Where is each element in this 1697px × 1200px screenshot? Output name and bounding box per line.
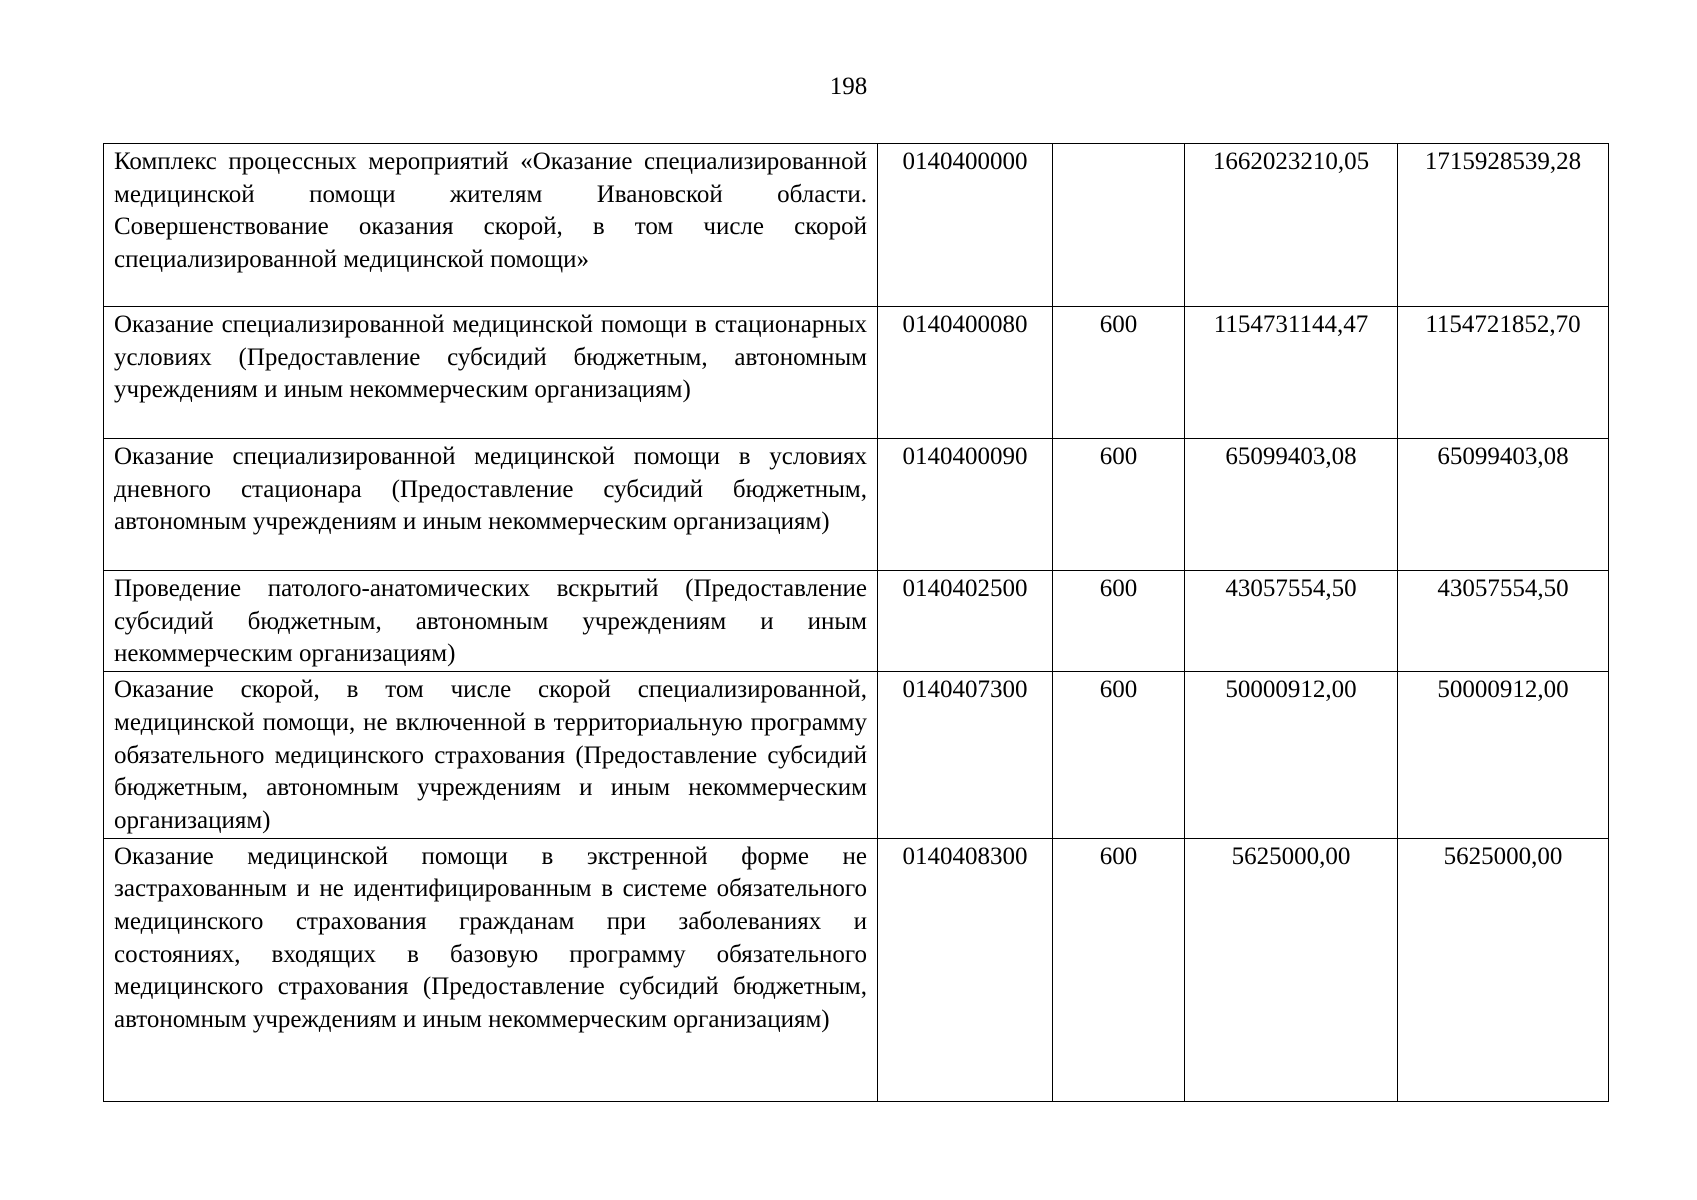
row-amount-1-cell: 1662023210,05: [1185, 144, 1398, 307]
row-code-cell: 0140400090: [878, 439, 1053, 571]
row-name-cell: Оказание скорой, в том числе скорой специализированной, медицинской помощи, не включенной в территориальную программу обязательного медицинского страхования (Предоставление субсидий бюджетным, автономным учреждениям и иным некоммерческим организациям): [104, 672, 878, 839]
row-code-cell: 0140407300: [878, 672, 1053, 839]
row-code-cell: 0140408300: [878, 838, 1053, 1101]
row-amount-1-cell: 50000912,00: [1185, 672, 1398, 839]
row-expense-type-cell: 600: [1053, 571, 1185, 672]
table-row: [104, 144, 1609, 307]
row-amount-2-cell: 1154721852,70: [1398, 307, 1609, 439]
row-name-cell: Проведение патолого-анатомических вскрытий (Предоставление субсидий бюджетным, автономным учреждениям и иным некоммерческим организациям): [104, 571, 878, 672]
row-expense-type-cell: [1053, 144, 1185, 307]
row-amount-2-cell: 43057554,50: [1398, 571, 1609, 672]
row-name-cell: Комплекс процессных мероприятий «Оказание специализированной медицинской помощи жителям Ивановской области. Совершенствование оказания скорой, в том числе скорой специализированной медицинской помощи»: [104, 144, 878, 307]
table-row: [104, 838, 1609, 1101]
table-row: [104, 307, 1609, 439]
row-name-cell: Оказание медицинской помощи в экстренной форме не застрахованным и не идентифицированным в системе обязательного медицинского страхования гражданам при заболеваниях и состояниях, входящих в базовую программу обязательного медицинского страхования (Предоставление субсидий бюджетным, автономным учреждениям и иным некоммерческим организациям): [104, 838, 878, 1101]
row-expense-type-cell: 600: [1053, 307, 1185, 439]
row-code-cell: 0140402500: [878, 571, 1053, 672]
row-amount-1-cell: 5625000,00: [1185, 838, 1398, 1101]
row-amount-2-cell: 1715928539,28: [1398, 144, 1609, 307]
row-expense-type-cell: 600: [1053, 838, 1185, 1101]
table-row: [104, 571, 1609, 672]
row-amount-2-cell: 50000912,00: [1398, 672, 1609, 839]
table-row: [104, 672, 1609, 839]
budget-table: [103, 143, 1609, 1102]
row-name-cell: Оказание специализированной медицинской помощи в стационарных условиях (Предоставление субсидий бюджетным, автономным учреждениям и иным некоммерческим организациям): [104, 307, 878, 439]
table-row: [104, 439, 1609, 571]
row-amount-2-cell: 5625000,00: [1398, 838, 1609, 1101]
row-amount-1-cell: 65099403,08: [1185, 439, 1398, 571]
row-name-cell: Оказание специализированной медицинской помощи в условиях дневного стационара (Предоставление субсидий бюджетным, автономным учреждениям и иным некоммерческим организациям): [104, 439, 878, 571]
page-number: 198: [829, 73, 868, 100]
row-code-cell: 0140400080: [878, 307, 1053, 439]
row-amount-1-cell: 1154731144,47: [1185, 307, 1398, 439]
row-code-cell: 0140400000: [878, 144, 1053, 307]
row-amount-1-cell: 43057554,50: [1185, 571, 1398, 672]
row-expense-type-cell: 600: [1053, 439, 1185, 571]
row-amount-2-cell: 65099403,08: [1398, 439, 1609, 571]
row-expense-type-cell: 600: [1053, 672, 1185, 839]
